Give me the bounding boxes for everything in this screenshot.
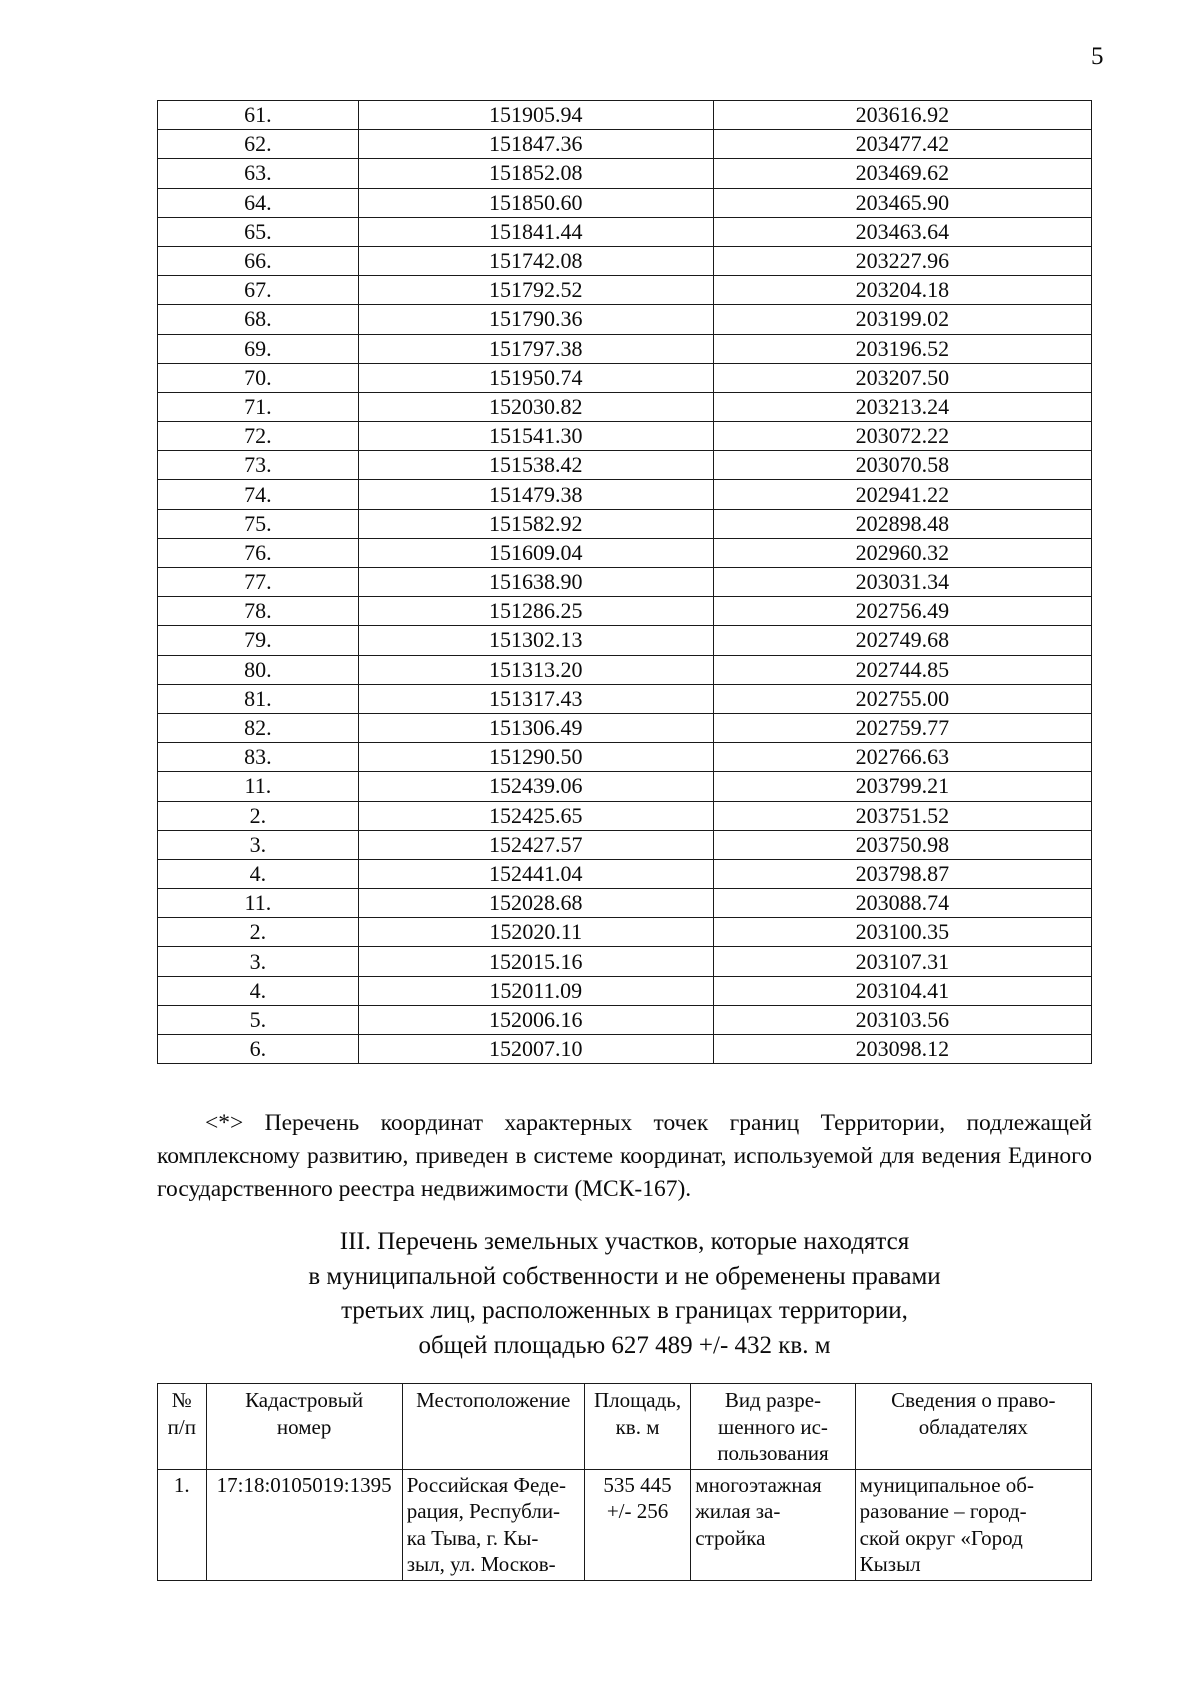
cell-coordinate-x: 152030.82 [358, 392, 713, 421]
page-number: 5 [1091, 43, 1104, 70]
coordinates-table-container [157, 100, 1092, 1064]
table-header-row [158, 1384, 1092, 1470]
cell-coordinate-x: 151582.92 [358, 509, 713, 538]
cell-coordinate-x: 152441.04 [358, 859, 713, 888]
cell-coordinate-y: 203103.56 [713, 1005, 1091, 1034]
table-row [158, 626, 1092, 655]
cell-coordinate-x: 151317.43 [358, 684, 713, 713]
cell-coordinate-x: 151302.13 [358, 626, 713, 655]
section-heading-line-1: III. Перечень земельных участков, которые находятся [339, 1228, 910, 1255]
cell-coordinate-x: 152007.10 [358, 1035, 713, 1064]
cell-cadastral-number: 17:18:0105019:1395 [206, 1469, 402, 1580]
cell-coordinate-y: 203199.02 [713, 305, 1091, 334]
cell-point-number: 74. [158, 480, 359, 509]
cell-coordinate-y: 202941.22 [713, 480, 1091, 509]
cell-point-number: 81. [158, 684, 359, 713]
parcels-table-header [158, 1384, 1092, 1470]
table-row [158, 276, 1092, 305]
table-row [158, 188, 1092, 217]
cell-point-number: 3. [158, 830, 359, 859]
cell-coordinate-x: 151541.30 [358, 422, 713, 451]
section-heading [157, 1225, 1092, 1363]
table-row [158, 246, 1092, 275]
column-header-number-line-1: № [171, 1388, 192, 1412]
table-row [158, 568, 1092, 597]
cell-point-number: 4. [158, 976, 359, 1005]
cell-coordinate-y: 203070.58 [713, 451, 1091, 480]
cell-coordinate-y: 202766.63 [713, 743, 1091, 772]
cell-point-number: 69. [158, 334, 359, 363]
column-header-area-line-1: Площадь, [593, 1388, 682, 1412]
table-row [158, 918, 1092, 947]
column-header-number-line-2: п/п [167, 1414, 196, 1439]
table-row [158, 1469, 1092, 1580]
cell-coordinate-x: 151638.90 [358, 568, 713, 597]
column-header-owner-info [855, 1384, 1091, 1470]
cell-coordinate-y: 202759.77 [713, 713, 1091, 742]
cell-coordinate-x: 151841.44 [358, 217, 713, 246]
column-header-cadastral-line-2: номер [276, 1414, 332, 1439]
cell-coordinate-y: 203616.92 [713, 101, 1091, 130]
parcels-table-container [157, 1383, 1092, 1581]
cell-coordinate-y: 203204.18 [713, 276, 1091, 305]
cell-coordinate-y: 203227.96 [713, 246, 1091, 275]
footnote-paragraph: <*> Перечень координат характерных точек границ Территории, подлежащей комплексному развитию, приведен в системе координат, используемой для ведения Единого государственного реестра недвижимости (МСК-167). [157, 1110, 1092, 1202]
table-row [158, 713, 1092, 742]
cell-owner-line-1: муниципальное об- [859, 1472, 1034, 1497]
cell-coordinate-y: 203798.87 [713, 859, 1091, 888]
cell-coordinate-x: 152006.16 [358, 1005, 713, 1034]
cell-coordinate-y: 203213.24 [713, 392, 1091, 421]
cell-owner-line-2: разование – город- [859, 1499, 1027, 1523]
cell-coordinate-y: 202744.85 [713, 655, 1091, 684]
cell-point-number: 68. [158, 305, 359, 334]
cell-coordinate-x: 151479.38 [358, 480, 713, 509]
cell-coordinate-x: 152011.09 [358, 976, 713, 1005]
table-row [158, 509, 1092, 538]
cell-point-number: 2. [158, 801, 359, 830]
cell-point-number: 71. [158, 392, 359, 421]
cell-coordinate-y: 203750.98 [713, 830, 1091, 859]
section-heading-line-2: в муниципальной собственности и не обременены правами [308, 1262, 941, 1290]
cell-point-number: 83. [158, 743, 359, 772]
cell-coordinate-x: 152028.68 [358, 889, 713, 918]
cell-location [402, 1469, 584, 1580]
cell-point-number: 82. [158, 713, 359, 742]
section-heading-line-4: общей площадью 627 489 +/- 432 кв. м [418, 1331, 831, 1359]
table-row [158, 684, 1092, 713]
cell-point-number: 79. [158, 626, 359, 655]
coordinates-table [157, 100, 1092, 1064]
parcels-table [157, 1383, 1092, 1581]
table-row [158, 1005, 1092, 1034]
cell-use-line-3: стройка [695, 1525, 766, 1550]
cell-permitted-use [691, 1469, 855, 1580]
column-header-number [158, 1384, 207, 1470]
table-row [158, 743, 1092, 772]
cell-coordinate-y: 203031.34 [713, 568, 1091, 597]
cell-coordinate-y: 203207.50 [713, 363, 1091, 392]
cell-coordinate-y: 202960.32 [713, 538, 1091, 567]
cell-coordinate-x: 152427.57 [358, 830, 713, 859]
cell-owner-line-3: ской округ «Город [859, 1525, 1023, 1550]
cell-point-number: 61. [158, 101, 359, 130]
cell-point-number: 77. [158, 568, 359, 597]
table-row [158, 772, 1092, 801]
cell-coordinate-x: 151742.08 [358, 246, 713, 275]
cell-coordinate-x: 151847.36 [358, 130, 713, 159]
cell-coordinate-x: 151290.50 [358, 743, 713, 772]
table-row [158, 101, 1092, 130]
cell-point-number: 75. [158, 509, 359, 538]
cell-coordinate-x: 151905.94 [358, 101, 713, 130]
cell-location-line-2: рация, Республи- [406, 1499, 561, 1523]
cell-coordinate-y: 203107.31 [713, 947, 1091, 976]
cell-use-line-2: жилая за- [695, 1499, 781, 1523]
table-row [158, 655, 1092, 684]
cell-area [584, 1469, 690, 1580]
cell-point-number: 11. [158, 772, 359, 801]
cell-coordinate-y: 203477.42 [713, 130, 1091, 159]
cell-point-number: 65. [158, 217, 359, 246]
column-header-location [402, 1384, 584, 1470]
cell-coordinate-y: 202756.49 [713, 597, 1091, 626]
cell-coordinate-y: 203751.52 [713, 801, 1091, 830]
column-header-area-line-2: кв. м [615, 1414, 660, 1439]
table-row [158, 392, 1092, 421]
cell-location-line-3: ка Тыва, г. Кы- [406, 1525, 539, 1550]
column-header-owner-line-1: Сведения о право- [891, 1388, 1056, 1412]
cell-point-number: 3. [158, 947, 359, 976]
cell-coordinate-y: 203465.90 [713, 188, 1091, 217]
cell-coordinate-y: 203463.64 [713, 217, 1091, 246]
column-header-cadastral-line-1: Кадастровый [245, 1388, 364, 1412]
column-header-use-line-2: шенного ис- [718, 1414, 828, 1439]
cell-coordinate-x: 151790.36 [358, 305, 713, 334]
column-header-owner-line-2: обладателях [918, 1414, 1028, 1439]
table-row [158, 159, 1092, 188]
column-header-permitted-use [691, 1384, 855, 1470]
cell-point-number: 5. [158, 1005, 359, 1034]
cell-point-number: 72. [158, 422, 359, 451]
cell-point-number: 63. [158, 159, 359, 188]
cell-point-number: 6. [158, 1035, 359, 1064]
table-row [158, 480, 1092, 509]
cell-coordinate-y: 203104.41 [713, 976, 1091, 1005]
table-row [158, 130, 1092, 159]
cell-point-number: 62. [158, 130, 359, 159]
table-row [158, 334, 1092, 363]
cell-coordinate-y: 203196.52 [713, 334, 1091, 363]
cell-use-line-1: многоэтажная [695, 1472, 822, 1497]
cell-point-number: 2. [158, 918, 359, 947]
table-row [158, 451, 1092, 480]
cell-coordinate-y: 203100.35 [713, 918, 1091, 947]
cell-point-number: 4. [158, 859, 359, 888]
table-row [158, 597, 1092, 626]
cell-location-line-1: Российская Феде- [406, 1472, 567, 1497]
column-header-area [584, 1384, 690, 1470]
cell-coordinate-x: 151850.60 [358, 188, 713, 217]
table-row [158, 422, 1092, 451]
cell-point-number: 11. [158, 889, 359, 918]
cell-coordinate-y: 203072.22 [713, 422, 1091, 451]
cell-coordinate-x: 151950.74 [358, 363, 713, 392]
cell-coordinate-y: 203469.62 [713, 159, 1091, 188]
cell-coordinate-x: 151313.20 [358, 655, 713, 684]
table-row [158, 889, 1092, 918]
column-header-location-line-1: Местоположение [416, 1388, 571, 1412]
table-row [158, 801, 1092, 830]
table-row [158, 830, 1092, 859]
cell-point-number: 73. [158, 451, 359, 480]
cell-coordinate-x: 152425.65 [358, 801, 713, 830]
cell-coordinate-x: 151852.08 [358, 159, 713, 188]
cell-coordinate-y: 203799.21 [713, 772, 1091, 801]
coordinates-table-body [158, 101, 1092, 1064]
cell-point-number: 80. [158, 655, 359, 684]
cell-coordinate-x: 152020.11 [358, 918, 713, 947]
cell-coordinate-x: 151792.52 [358, 276, 713, 305]
cell-coordinate-x: 151538.42 [358, 451, 713, 480]
cell-coordinate-y: 203088.74 [713, 889, 1091, 918]
cell-point-number: 66. [158, 246, 359, 275]
column-header-cadastral-number [206, 1384, 402, 1470]
cell-point-number: 70. [158, 363, 359, 392]
cell-point-number: 78. [158, 597, 359, 626]
section-heading-line-3: третьих лиц, расположенных в границах территории, [341, 1297, 908, 1324]
column-header-use-line-1: Вид разре- [724, 1388, 822, 1412]
cell-coordinate-x: 151306.49 [358, 713, 713, 742]
cell-coordinate-x: 151797.38 [358, 334, 713, 363]
table-row [158, 305, 1092, 334]
cell-coordinate-y: 203098.12 [713, 1035, 1091, 1064]
table-row [158, 217, 1092, 246]
cell-parcel-number: 1. [158, 1469, 207, 1580]
cell-coordinate-y: 202755.00 [713, 684, 1091, 713]
cell-area-line-1: 535 445 [603, 1472, 672, 1497]
cell-coordinate-y: 202749.68 [713, 626, 1091, 655]
table-row [158, 976, 1092, 1005]
cell-coordinate-y: 202898.48 [713, 509, 1091, 538]
cell-area-line-2: +/- 256 [606, 1499, 669, 1523]
cell-location-line-4: зыл, ул. Москов- [406, 1552, 556, 1576]
parcels-table-body [158, 1469, 1092, 1580]
table-row [158, 859, 1092, 888]
cell-point-number: 67. [158, 276, 359, 305]
table-row [158, 363, 1092, 392]
cell-coordinate-x: 151286.25 [358, 597, 713, 626]
column-header-use-line-3: пользования [717, 1441, 829, 1465]
cell-owner-info [855, 1469, 1091, 1580]
cell-coordinate-x: 151609.04 [358, 538, 713, 567]
table-row [158, 1035, 1092, 1064]
table-row [158, 947, 1092, 976]
cell-coordinate-x: 152015.16 [358, 947, 713, 976]
cell-coordinate-x: 152439.06 [358, 772, 713, 801]
cell-owner-line-4: Кызыл [859, 1552, 921, 1576]
cell-point-number: 76. [158, 538, 359, 567]
cell-point-number: 64. [158, 188, 359, 217]
table-row [158, 538, 1092, 567]
